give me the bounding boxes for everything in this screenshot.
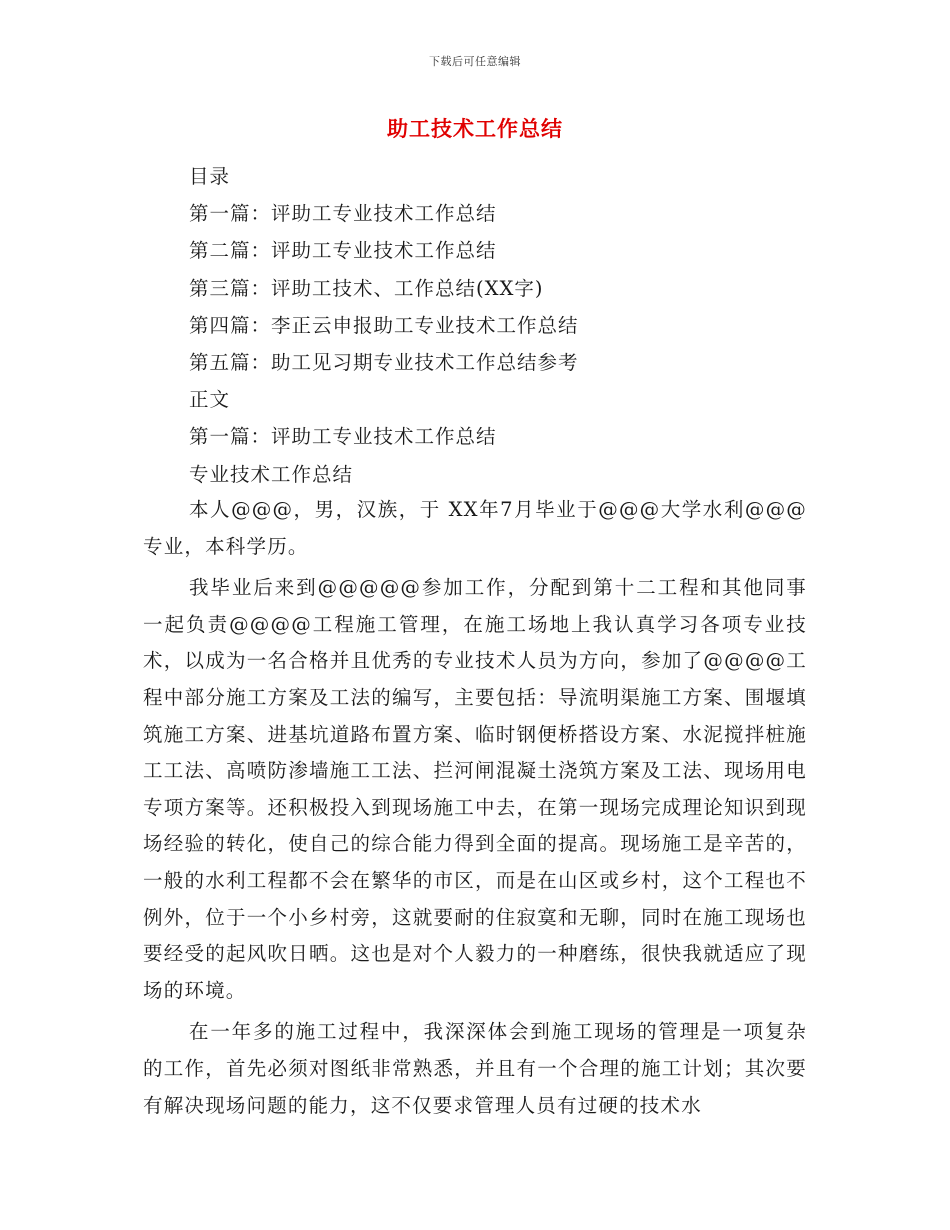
toc-item: 第二篇：评助工专业技术工作总结 <box>189 239 497 263</box>
paragraph: 本人@@@，男，汉族，于 XX年7月毕业于@@@大学水利@@@专业，本科学历。 <box>143 498 807 558</box>
subheading: 专业技术工作总结 <box>189 462 354 486</box>
body-label: 正文 <box>189 388 231 412</box>
page-header: 下载后可任意编辑 <box>429 55 521 68</box>
toc-item: 第四篇：李正云申报助工专业技术工作总结 <box>189 313 579 337</box>
paragraph: 我毕业后来到@@@@@参加工作，分配到第十二工程和其他同事一起负责@@@@工程施工管理，在施工场地上我认真学习各项专业技术，以成为一名合格并且优秀的专业技术人员为方向，参加了@@@@工程中部分施工方案及工法的编写，主要包括：导流明渠施工方案、围堰填筑施工方案、进基坑道路布置方案、临时钢便桥搭设方案、水泥搅拌桩施工工法、高喷防渗墙施工工法、拦河闸混凝土浇筑方案及工法、现场用电专项方案等。还积极投入到现场施工中去，在第一现场完成理论知识到现场经验的转化，使自己的综合能力得到全面的提高。现场施工是辛苦的，一般的水利工程都不会在繁华的市区，而是在山区或乡村，这个工程也不例外，位于一个小乡村旁，这就要耐的住寂寞和无聊，同时在施工现场也要经受的起风吹日晒。这也是对个人毅力的一种磨练，很快我就适应了现场的环境。 <box>143 576 807 1002</box>
toc-label: 目录 <box>189 165 231 188</box>
table-of-contents <box>189 158 829 493</box>
toc-item: 第三篇：评助工技术、工作总结(XX字) <box>189 276 544 300</box>
paragraph: 在一年多的施工过程中，我深深体会到施工现场的管理是一项复杂的工作，首先必须对图纸非常熟悉，并且有一个合理的施工计划；其次要有解决现场问题的能力，这不仅要求管理人员有过硬的技术水 <box>143 1020 807 1117</box>
body-text <box>143 492 807 1129</box>
toc-item: 第五篇：助工见习期专业技术工作总结参考 <box>189 350 579 374</box>
toc-item: 第一篇：评助工专业技术工作总结 <box>189 202 497 226</box>
document-title: 助工技术工作总结 <box>387 116 563 141</box>
section-heading: 第一篇：评助工专业技术工作总结 <box>189 425 497 449</box>
